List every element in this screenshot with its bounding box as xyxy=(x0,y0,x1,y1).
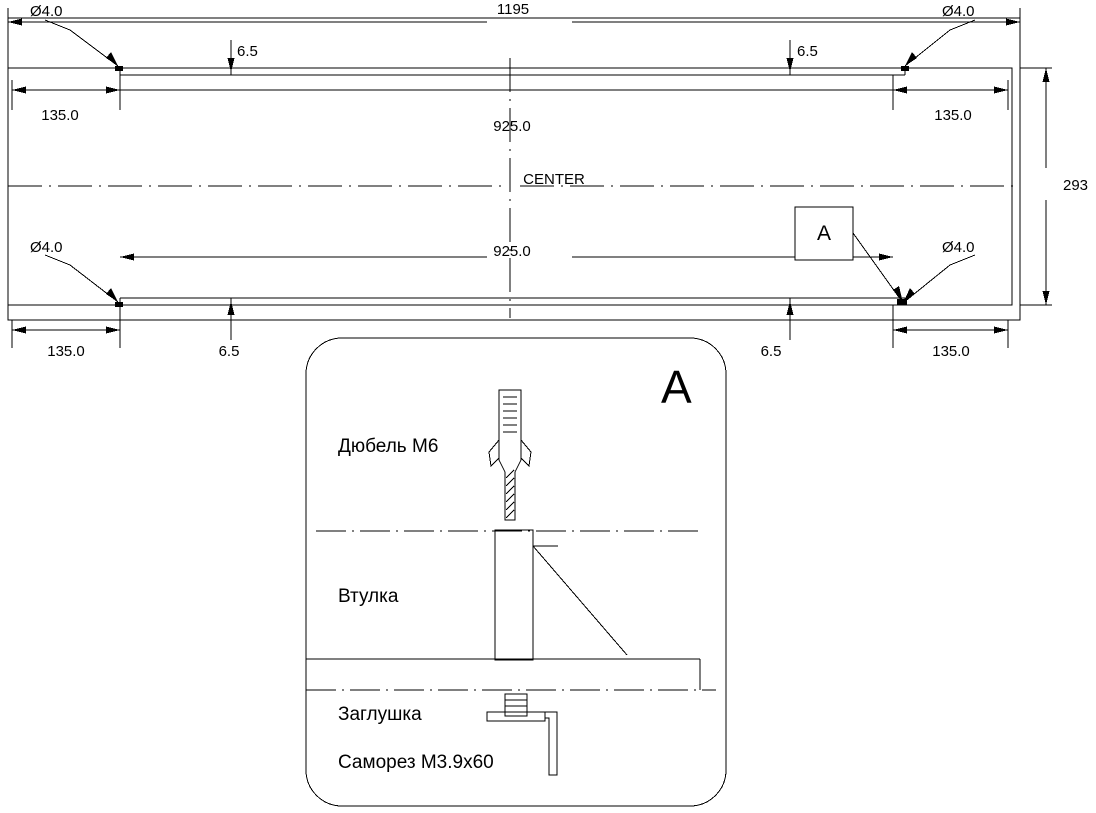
dim-edge-offset-bottom-right: 6.5 xyxy=(760,343,782,360)
hole-dia-label-top-left: Ø4.0 xyxy=(30,3,63,20)
callout-screw: Саморез М3.9х60 xyxy=(338,752,494,773)
dim-end-spacing-top-right: 135.0 xyxy=(934,107,972,124)
callout-anchor: Дюбель М6 xyxy=(338,436,439,457)
dim-end-spacing-top-left: 135.0 xyxy=(41,107,79,124)
dim-overall-length-label: 1195 xyxy=(496,1,530,18)
dim-edge-offset-top-right: 6.5 xyxy=(797,43,818,60)
hole-dia-label-top-right: Ø4.0 xyxy=(942,3,975,20)
dim-center-span-bottom: 925.0 xyxy=(493,243,531,260)
detail-view-label: A xyxy=(661,361,692,413)
dim-overall-height-label: 293 xyxy=(1063,177,1089,194)
callout-cap: Заглушка xyxy=(338,704,422,725)
dim-edge-offset-bottom-left: 6.5 xyxy=(218,343,240,360)
dim-edge-offset-top-left: 6.5 xyxy=(237,43,258,60)
hole-dia-label-bottom-right: Ø4.0 xyxy=(942,239,975,256)
detail-flag-label: A xyxy=(816,222,832,245)
hole-dia-label-bottom-left: Ø4.0 xyxy=(30,239,63,256)
panel-outline xyxy=(8,18,1020,320)
callout-sleeve: Втулка xyxy=(338,586,399,607)
dim-end-spacing-bottom-right: 135.0 xyxy=(932,343,970,360)
dim-center-span-top: 925.0 xyxy=(493,118,531,135)
dim-end-spacing-bottom-left: 135.0 xyxy=(47,343,85,360)
centerline-label: CENTER xyxy=(523,171,585,188)
